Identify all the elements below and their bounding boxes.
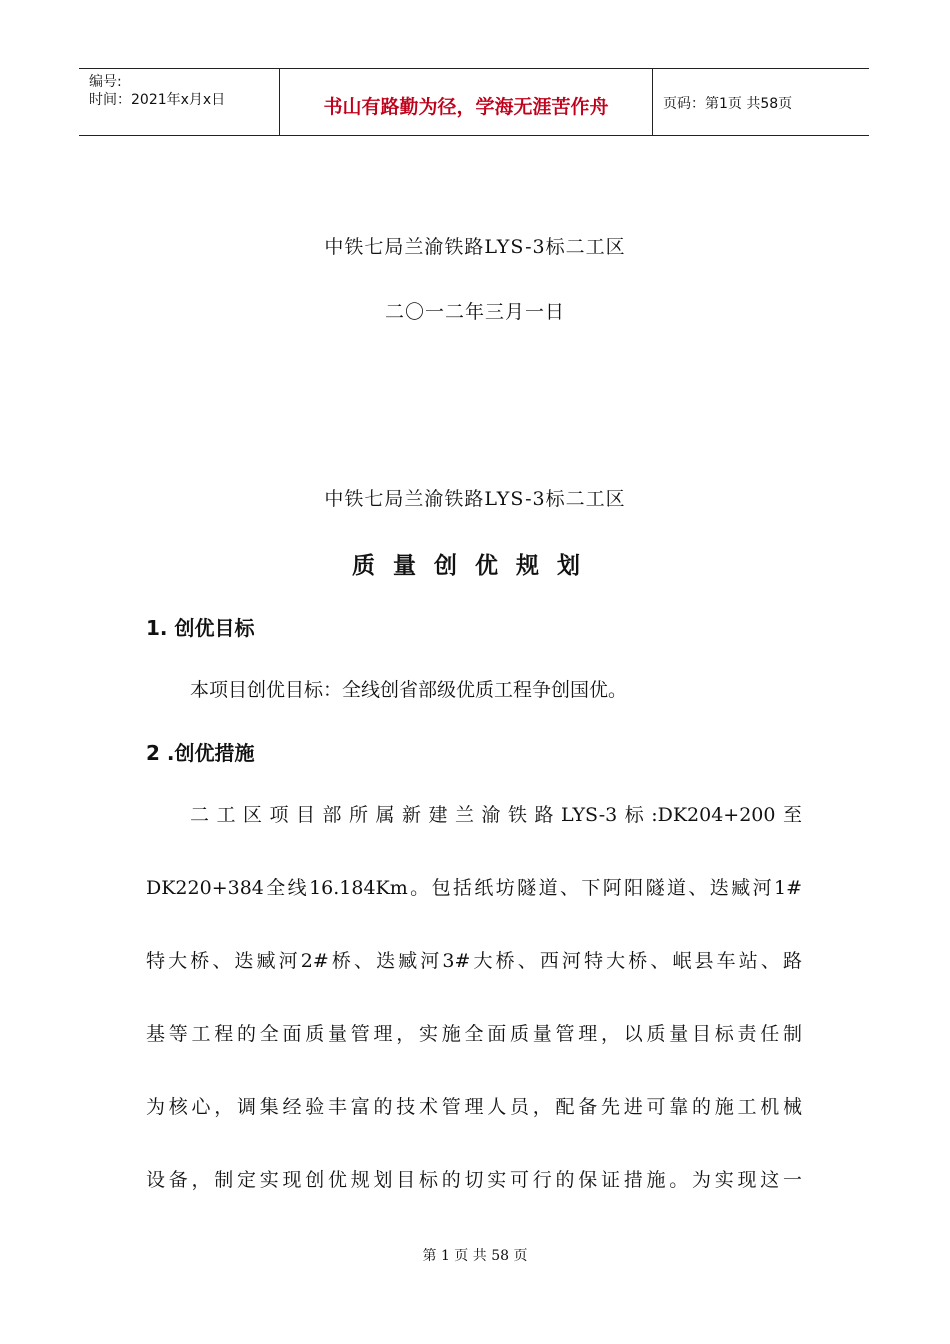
page-header	[79, 68, 869, 136]
paragraph-line: 设备，制定实现创优规划目标的切实可行的保证措施。为实现这一	[146, 1169, 802, 1191]
section-heading: 1. 创优目标	[146, 616, 255, 640]
document-title: 质量创优规划	[352, 552, 598, 579]
cover-organization: 中铁七局兰渝铁路LYS-3标二工区	[324, 236, 626, 258]
cover-date: 二〇一二年三月一日	[384, 301, 565, 323]
header-motto: 书山有路勤为径，学海无涯苦作舟	[280, 69, 653, 135]
document-number-label: 编号:	[89, 74, 122, 90]
paragraph-line: 为核心，调集经验丰富的技术管理人员，配备先进可靠的施工机械	[146, 1096, 802, 1118]
section-heading: 2 .创优措施	[146, 741, 255, 765]
paragraph-line: 本项目创优目标：全线创省部级优质工程争创国优。	[190, 679, 628, 701]
paragraph-line: 特大桥、迭臧河2#桥、迭臧河3#大桥、西河特大桥、岷县车站、路	[146, 950, 802, 972]
paragraph-line: DK220+384全线16.184Km。包括纸坊隧道、下阿阳隧道、迭臧河1#	[146, 877, 802, 899]
header-meta	[79, 69, 280, 135]
paragraph-line: 二工区项目部所属新建兰渝铁路LYS-3标:DK204+200至	[190, 804, 802, 826]
document-organization: 中铁七局兰渝铁路LYS-3标二工区	[324, 488, 626, 510]
paragraph-line: 基等工程的全面质量管理，实施全面质量管理，以质量目标责任制	[146, 1023, 802, 1045]
header-page-number: 页码：第1页 共58页	[663, 96, 793, 112]
document-time-label: 时间：2021年x月x日	[89, 92, 226, 108]
page-footer: 第 1 页 共 58 页	[422, 1248, 528, 1264]
